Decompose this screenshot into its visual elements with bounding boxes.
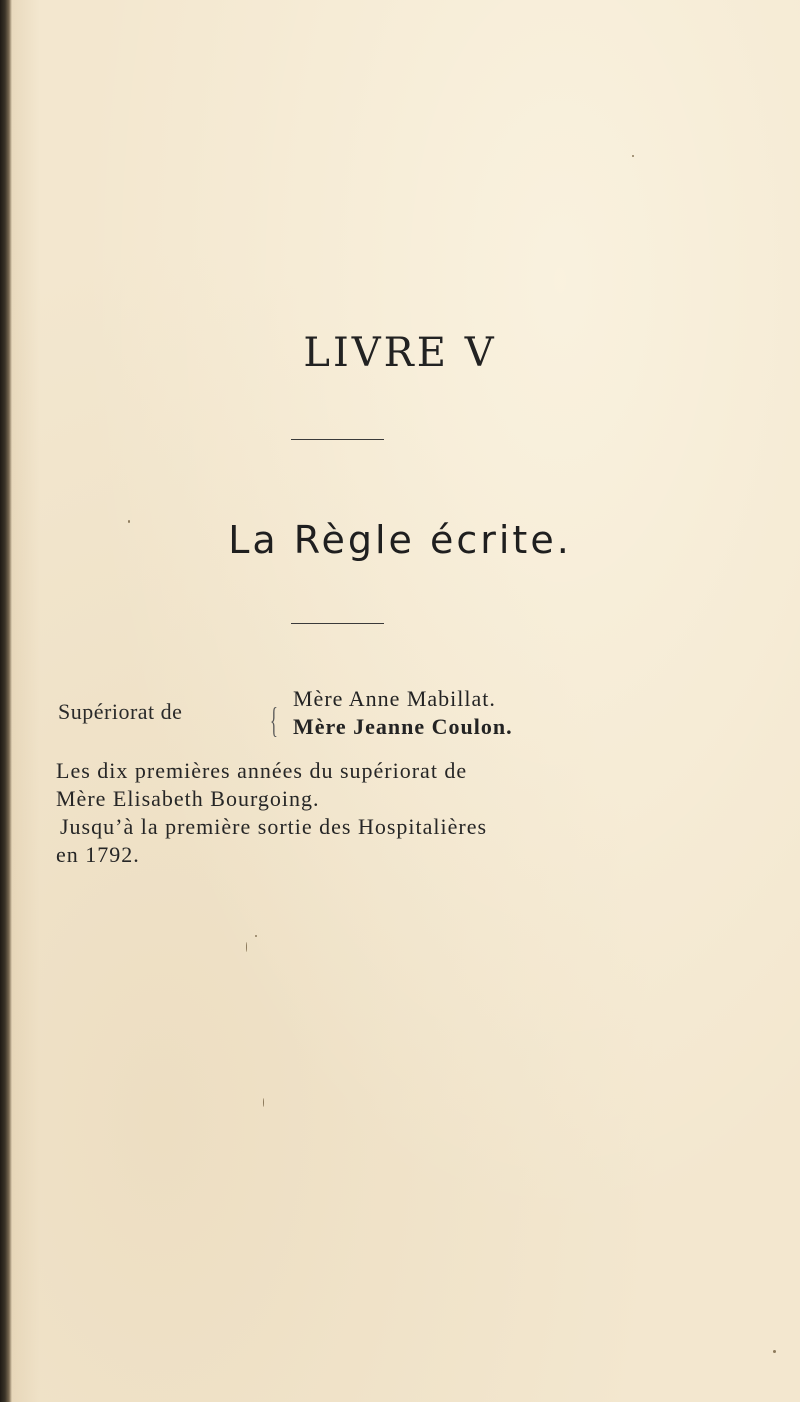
divider-top — [291, 439, 384, 440]
paragraph-line-1: Les dix premières années du supériorat de — [56, 758, 468, 783]
book-title: LIVRE V — [303, 330, 497, 376]
superiorat-label: Supériorat de — [58, 699, 183, 724]
book-spine-edge — [0, 0, 12, 1402]
brace-symbol: { — [270, 700, 278, 740]
paragraph-line-3: Jusqu’à la première sortie des Hospitalières — [60, 814, 488, 839]
divider-bottom — [291, 623, 384, 624]
section-subtitle: La Règle écrite. — [228, 518, 572, 562]
superior-name-1: Mère Anne Mabillat. — [293, 686, 496, 711]
superior-name-2: Mère Jeanne Coulon. — [293, 714, 513, 739]
paragraph-line-4: en 1792. — [56, 842, 140, 867]
paragraph-line-2: Mère Elisabeth Bourgoing. — [56, 786, 320, 811]
